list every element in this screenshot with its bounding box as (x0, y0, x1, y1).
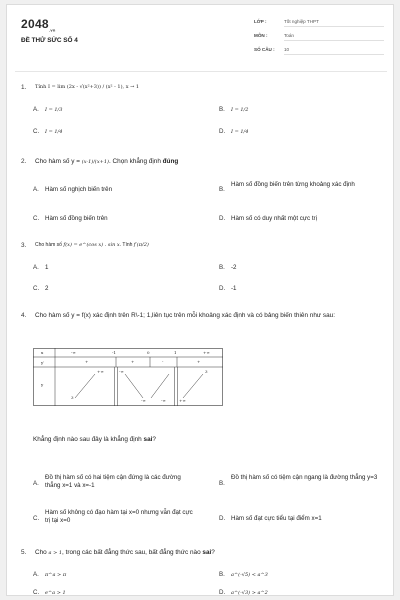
meta-class: LỚP : Tốt nghiệp THPT (254, 19, 386, 29)
table-sign: + (131, 359, 135, 364)
table-y-value: -∞ (141, 398, 146, 403)
meta-subject: MÔN : Toán (254, 33, 386, 43)
table-x-label: x (41, 350, 44, 355)
variation-table-grid (33, 348, 223, 406)
table-x-value: -∞ (71, 350, 76, 355)
table-sign: - (162, 359, 164, 364)
table-x-value: 1 (174, 350, 177, 355)
variation-table (33, 348, 223, 406)
divider (15, 71, 387, 72)
table-y-value: -∞ (161, 398, 166, 403)
table-sign: + (197, 359, 201, 364)
table-x-value: 0 (147, 350, 150, 355)
question-stem: Cho hàm số y = f(x) xác định trên R\-1; 1,liên tục trên mỗi khoảng xác định và có bảng biến thiên như sau: (35, 312, 336, 319)
exam-title: ĐỀ THỬ SỨC SỐ 4 (21, 37, 78, 44)
table-y-value: -∞ (119, 369, 124, 374)
question-stem: Tính I = lim (2x - √(x²+3)) / (x² - 1), x → 1 (35, 84, 140, 90)
question-stem: Cho hàm số f(x) = e^(cos x) . sin x. Tính f′(π/2) (35, 242, 149, 248)
question-stem: Cho hàm số y = (x-1)/(x+1). Chọn khẳng định đúng (35, 158, 179, 165)
table-sign: + (85, 359, 89, 364)
table-y-value: +∞ (97, 369, 104, 374)
exam-header (7, 5, 394, 67)
meta-question-count: SỐ CÂU : 10 (254, 47, 386, 57)
table-y-value: 3 (205, 369, 208, 374)
table-x-value: +∞ (203, 350, 210, 355)
table-y-value: 3 (71, 395, 74, 400)
question-stem: Cho a > 1, trong các bất đẳng thức sau, bất đẳng thức nào sai? (35, 549, 215, 556)
exam-page: $2048_{.vn}$ ĐỀ THỬ SỨC SỐ 4 LỚP : Tốt nghiệp THPT MÔN : Toán SỐ CÂU : 10 1. Tính I = lim (2x - √(x²+3)) / (x² - 1), x → 1 A. I = 1/3 B. I = 1/2 C. I = 1/4 D. I = 1/4 2. Cho hàm số y = (x-1)/(x+1). Chọn khẳng định đúng A. Hàm số nghịch biến trên B. Hàm số đồng biến trên từng khoảng xác định C. Hàm số đồng biến trên D. Hàm số có duy nhất một cực trị 3. Cho hàm số f(x) = e^(cos x) . sin x. Tính f′(π/2) A. 1 B. -2 C. 2 D. -1 4. Cho hàm số y = f(x) xác định trên R\-1; 1,liên tục trên mỗi khoảng xác định và có bảng biến thiên như sau: x y′ y -∞ -1 0 1 +∞ + + - + 3 +∞ -∞ -∞ -∞ +∞ 3 Khẳng định nào sau đây là khẳng định sai? A. Đồ thị hàm số có hai tiệm cận đứng là các đường thẳng x=1 và x=-1 B. Đồ thị hàm số có tiệm cận ngang là đường thẳng y=3 C. Hàm số không có đạo hàm tại x=0 nhưng vẫn đạt cực trị tại x=0 D. Hàm số đạt cực tiểu tại điểm x=1 5. Cho a > 1, trong các bất đẳng thức sau, bất đẳng thức nào sai? A. π^a > π B. a^(-√5) < a^3 C. e^a > 1 D. a^(-√3) > a^2 (6, 4, 394, 596)
table-x-value: -1 (112, 350, 116, 355)
table-y-value: +∞ (179, 398, 186, 403)
table-y-label: y (41, 382, 44, 387)
table-y1-label: y′ (41, 360, 45, 365)
brand-logo[interactable]: $2048_{.vn}$ (21, 17, 56, 33)
